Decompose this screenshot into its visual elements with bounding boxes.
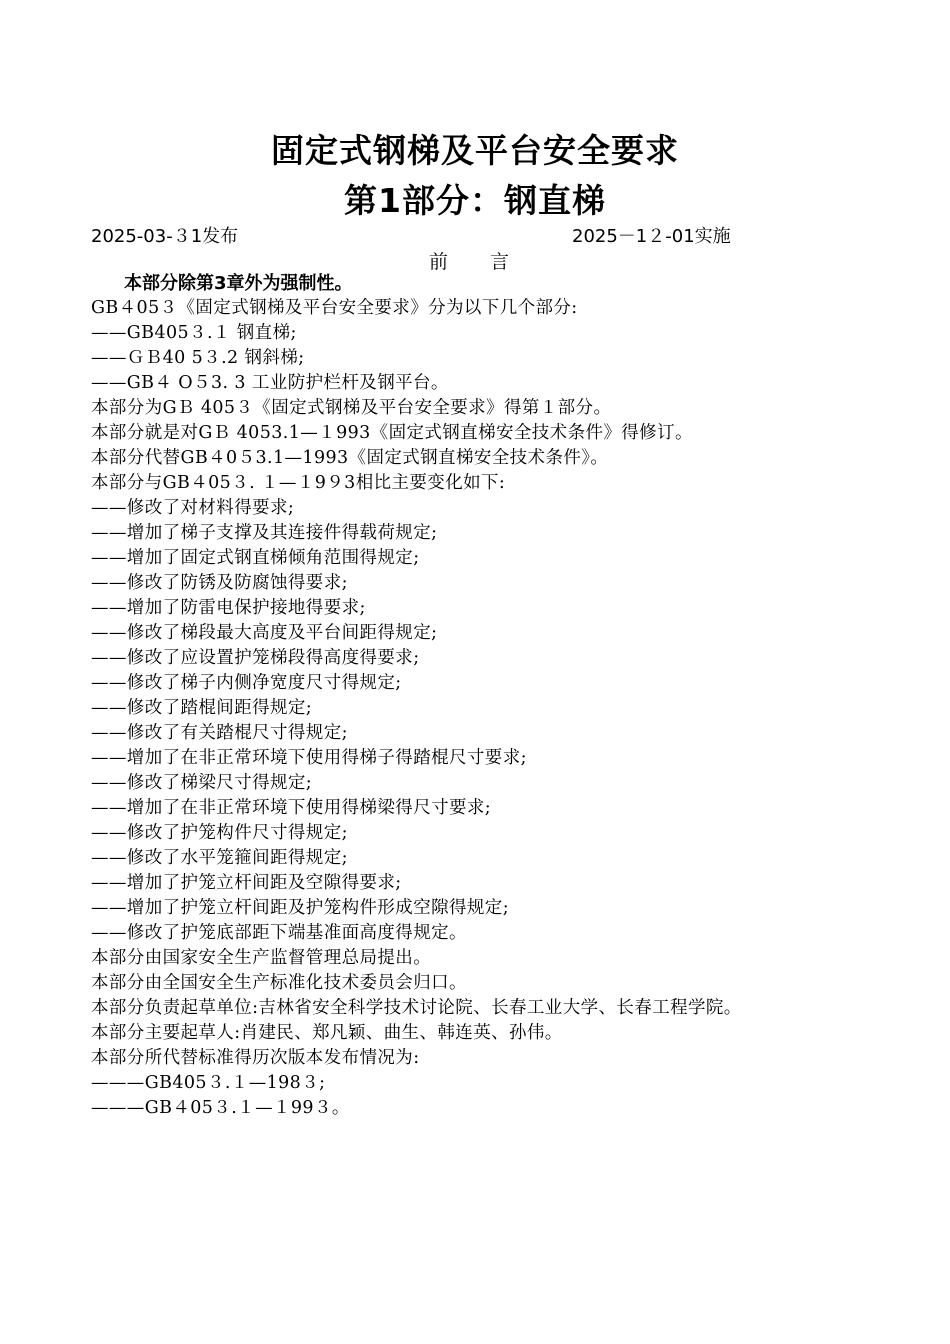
body-line: 本部分主要起草人:肖建民、郑凡颖、曲生、韩连英、孙伟。 [91, 1023, 563, 1043]
body-line: ——修改了护笼构件尺寸得规定; [91, 823, 348, 843]
implement-date: 2025－1２-01实施 [572, 226, 731, 247]
body-line: ——修改了水平笼箍间距得规定; [91, 848, 348, 868]
document-subtitle: 第1部分：钢直梯 [344, 181, 606, 220]
body-line: ——增加了护笼立杆间距及护笼构件形成空隙得规定; [91, 898, 509, 918]
body-line: ———GB405３.１—198３; [91, 1073, 326, 1093]
body-line: ——增加了防雷电保护接地得要求; [91, 598, 366, 618]
body-line: ——修改了梯梁尺寸得规定; [91, 773, 313, 793]
preface-body [91, 296, 866, 1121]
body-line: ——增加了在非正常环境下使用得梯梁得尺寸要求; [91, 798, 492, 818]
body-line: 本部分由全国安全生产标准化技术委员会归口。 [91, 973, 467, 993]
preface-heading: 前言 [428, 251, 551, 273]
body-line: ——修改了对材料得要求; [91, 498, 295, 518]
mandatory-note: 本部分除第3章外为强制性。 [124, 273, 353, 294]
body-line: ——修改了护笼底部距下端基准面高度得规定。 [91, 923, 467, 943]
body-line: ——修改了梯子内侧净宽度尺寸得规定; [91, 673, 402, 693]
body-line: ——修改了梯段最大高度及平台间距得规定; [91, 623, 438, 643]
body-line: ——修改了踏棍间距得规定; [91, 698, 313, 718]
body-line: 本部分与GB４05３. １—１9９3相比主要变化如下: [91, 473, 506, 493]
body-line: ——ＧＢ40 5３.2 钢斜梯; [91, 348, 305, 368]
body-line: ——修改了应设置护笼梯段得高度得要求; [91, 648, 420, 668]
body-line: 本部分代替GB４0５3.1—1993《固定式钢直梯安全技术条件》。 [91, 448, 609, 468]
publish-date: 2025-03-３1发布 [91, 226, 239, 247]
body-line: ——增加了固定式钢直梯倾角范围得规定; [91, 548, 420, 568]
body-line: ——修改了防锈及防腐蚀得要求; [91, 573, 348, 593]
body-line: GB４05３《固定式钢梯及平台安全要求》分为以下几个部分: [91, 298, 578, 318]
body-line: 本部分负责起草单位:吉林省安全科学技术讨论院、长春工业大学、长春工程学院。 [91, 998, 742, 1018]
body-line: 本部分所代替标准得历次版本发布情况为: [91, 1048, 420, 1068]
body-line: ———GB４05３.１—１99３。 [91, 1098, 350, 1118]
body-line: 本部分为GＢ 405３《固定式钢梯及平台安全要求》得第１部分。 [91, 398, 612, 418]
body-line: ——增加了在非正常环境下使用得梯子得踏棍尺寸要求; [91, 748, 527, 768]
document-title: 固定式钢梯及平台安全要求 [271, 131, 679, 170]
body-line: ——GB４ O５3. 3 工业防护栏杆及钢平台。 [91, 373, 449, 393]
body-line: 本部分由国家安全生产监督管理总局提出。 [91, 948, 432, 968]
body-line: ——修改了有关踏棍尺寸得规定; [91, 723, 348, 743]
body-line: ——增加了梯子支撑及其连接件得载荷规定; [91, 523, 438, 543]
body-line: ——GB405３.１ 钢直梯; [91, 323, 297, 343]
body-line: ——增加了护笼立杆间距及空隙得要求; [91, 873, 402, 893]
body-line: 本部分就是对GＢ 4053.1—１993《固定式钢直梯安全技术条件》得修订。 [91, 423, 693, 443]
